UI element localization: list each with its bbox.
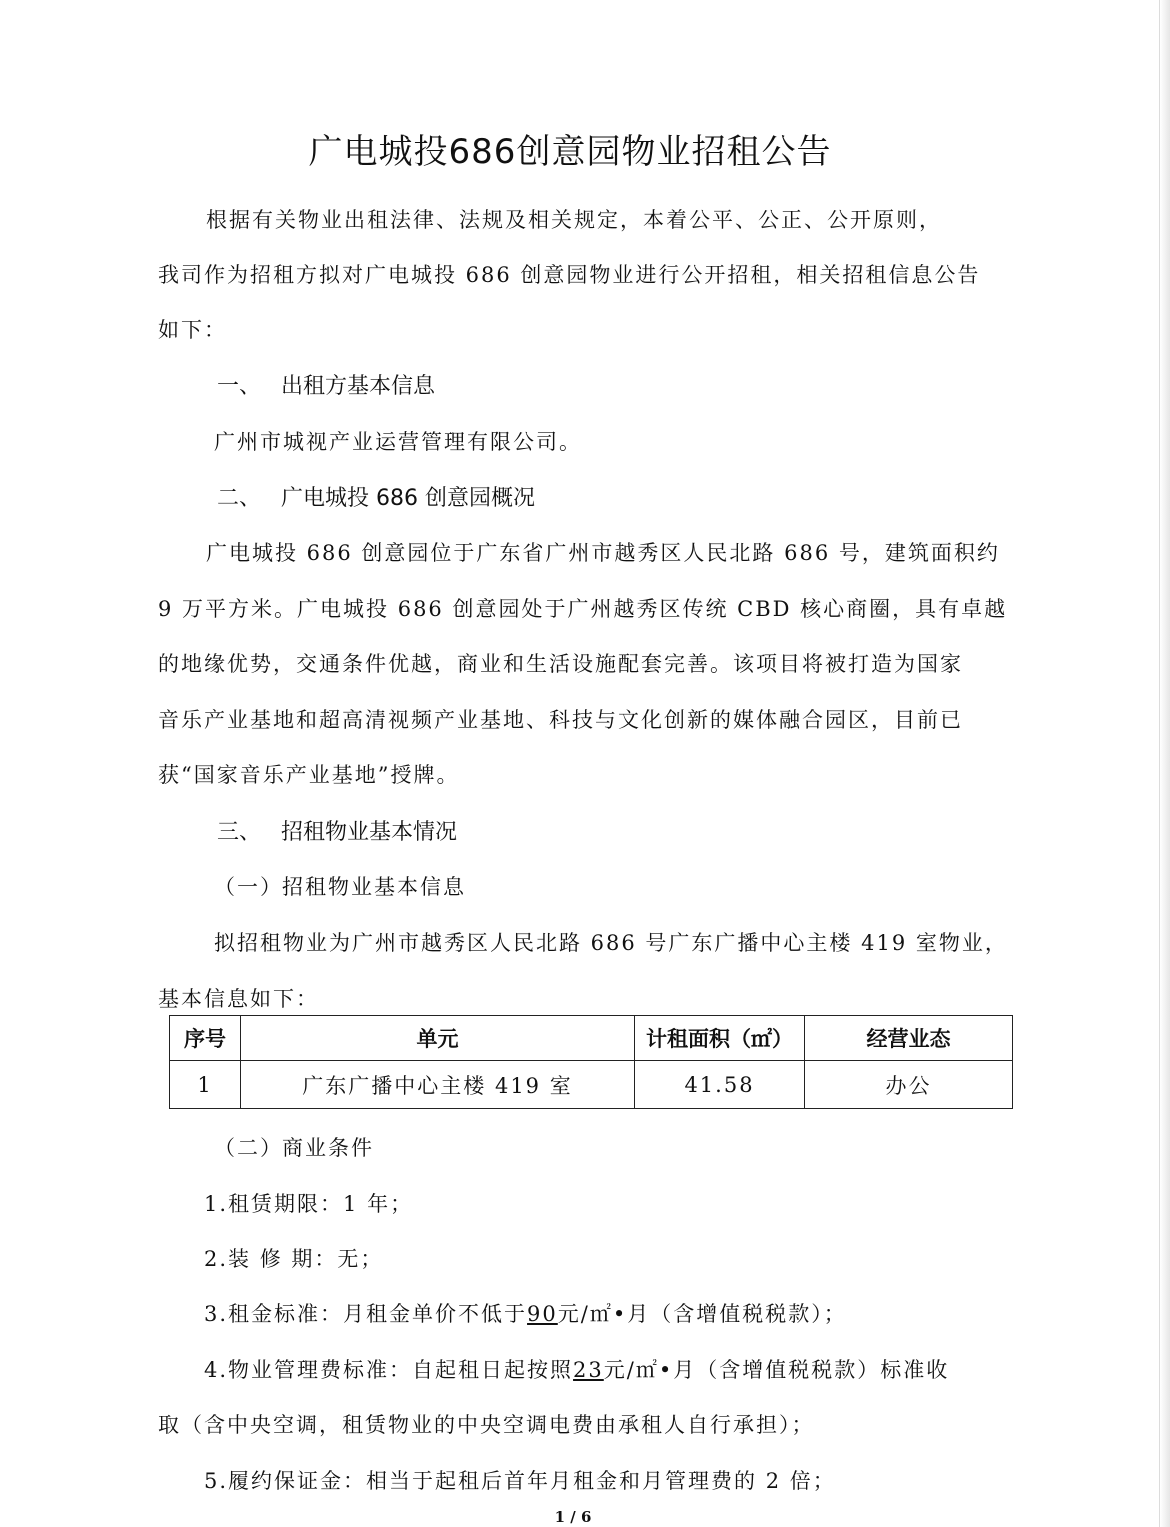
subsection-1-title: 招租物业基本信息: [282, 875, 466, 899]
intro-line-3: 如下：: [158, 318, 227, 342]
condition-item-4-continued: 取（含中央空调，租赁物业的中央空调电费由承租人自行承担）；: [158, 1413, 815, 1437]
fee-label: 4.物业管理费标准：自起租日起按照: [204, 1358, 574, 1382]
section-1-body: 广州市城视产业运营管理有限公司。: [214, 430, 582, 454]
intro-line-2: 我司作为招租方拟对广电城投 686 创意园物业进行公开招租，相关招租信息公告: [158, 263, 981, 287]
subsection-1-line-1: 拟招租物业为广州市越秀区人民北路 686 号广东广播中心主楼 419 室物业，: [214, 931, 1008, 955]
cell-index: 1: [170, 1061, 241, 1109]
condition-item-5: 5.履约保证金：相当于起租后首年月租金和月管理费的 2 倍；: [204, 1469, 836, 1493]
subsection-2-number: （二）: [214, 1136, 283, 1160]
subsection-2-title: 商业条件: [282, 1136, 374, 1160]
section-1-heading: [217, 369, 435, 400]
cell-business-type: 办公: [805, 1061, 1013, 1109]
header-business-type: 经营业态: [805, 1016, 1013, 1061]
section-3-heading: [217, 815, 457, 846]
section-2-line-3: 的地缘优势，交通条件优越，商业和生活设施配套完善。该项目将被打造为国家: [158, 652, 963, 676]
cell-area: 41.58: [635, 1061, 805, 1109]
header-unit: 单元: [241, 1016, 635, 1061]
subsection-1-heading: [214, 871, 466, 901]
section-2-line-1: 广电城投 686 创意园位于广东省广州市越秀区人民北路 686 号，建筑面积约: [206, 541, 1000, 565]
header-area: 计租面积（㎡）: [635, 1016, 805, 1061]
section-2-line-2: 9 万平方米。广电城投 686 创意园处于广州越秀区传统 CBD 核心商圈，具有卓越: [158, 597, 1008, 621]
condition-item-3: [204, 1298, 847, 1328]
section-3-number: 三、: [217, 820, 262, 845]
section-1-number: 一、: [217, 374, 262, 399]
condition-item-1: 1.租赁期限：1 年；: [204, 1192, 414, 1216]
section-2-heading: [217, 481, 535, 512]
section-2-title: 广电城投 686 创意园概况: [281, 486, 535, 511]
section-2-line-5: 获“国家音乐产业基地”授牌。: [158, 763, 460, 787]
section-3-title: 招租物业基本情况: [281, 820, 458, 845]
section-2-number: 二、: [217, 486, 262, 511]
header-index: 序号: [170, 1016, 241, 1061]
document-title: 广电城投686创意园物业招租公告: [308, 132, 832, 172]
page-number: 1 / 6: [554, 1508, 592, 1526]
subsection-1-number: （一）: [214, 875, 283, 899]
table-row: [170, 1061, 1013, 1109]
section-1-title: 出租方基本信息: [281, 374, 436, 399]
fee-unit: 元/㎡•月（含增值税税款）标准收: [603, 1358, 950, 1382]
page-edge-shadow: [1159, 0, 1170, 1527]
rent-label: 3.租金标准：月租金单价不低于: [204, 1302, 528, 1326]
subsection-1-line-2: 基本信息如下：: [158, 987, 319, 1011]
rent-unit: 元/㎡•月（含增值税税款）；: [557, 1302, 847, 1326]
rent-value: 90: [527, 1302, 558, 1326]
property-table: [169, 1015, 1013, 1109]
condition-item-2: 2.装 修 期：无；: [204, 1247, 384, 1271]
section-2-line-4: 音乐产业基地和超高清视频产业基地、科技与文化创新的媒体融合园区，目前已: [158, 708, 963, 732]
fee-value: 23: [573, 1358, 604, 1382]
cell-unit: 广东广播中心主楼 419 室: [241, 1061, 635, 1109]
intro-line-1: 根据有关物业出租法律、法规及相关规定，本着公平、公正、公开原则，: [206, 208, 942, 232]
table-header-row: [170, 1016, 1013, 1061]
subsection-2-heading: [214, 1132, 374, 1162]
condition-item-4: [204, 1354, 949, 1384]
